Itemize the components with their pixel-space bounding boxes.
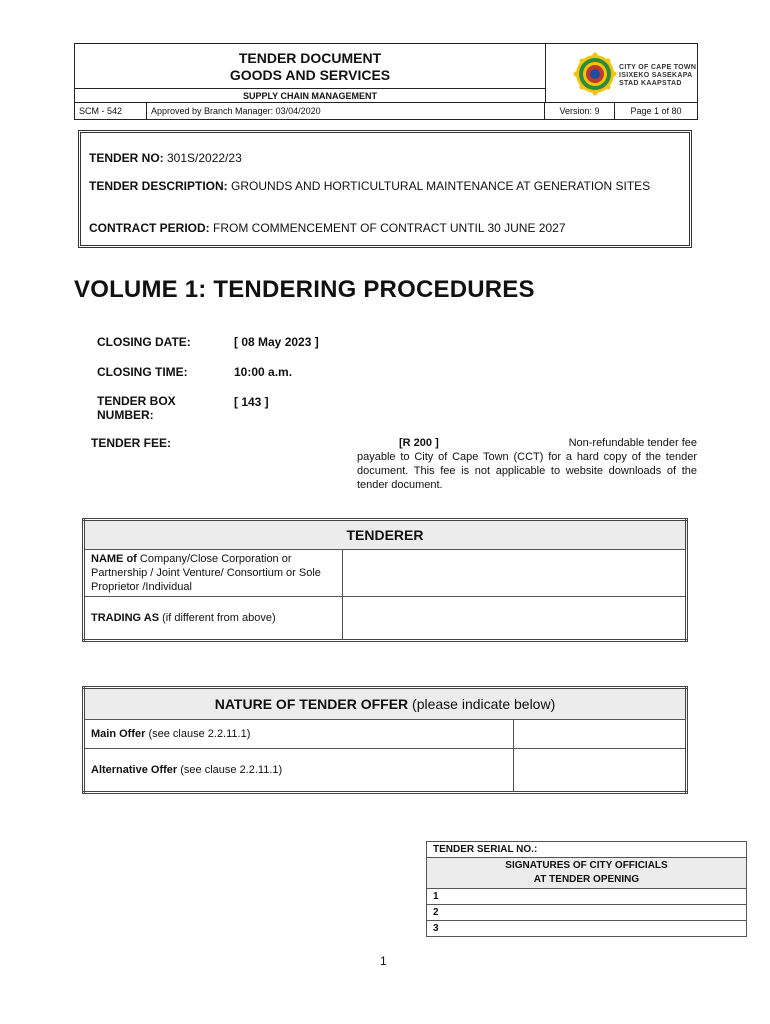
contract-period-value: FROM COMMENCEMENT OF CONTRACT UNTIL 30 JUNE 2027 xyxy=(209,221,566,235)
contract-period-label: CONTRACT PERIOD: xyxy=(89,221,210,235)
logo-text-line: ISIXEKO SASEKAPA xyxy=(619,72,693,79)
tender-description-value: GROUNDS AND HORTICULTURAL MAINTENANCE AT GENERATION SITES xyxy=(227,179,651,193)
city-logo xyxy=(545,44,697,102)
alternative-offer-label xyxy=(84,749,514,793)
tender-offer-table xyxy=(82,686,688,794)
company-name-label-rest: Company/Close Corporation or Partnership / Joint Venture/ Consortium or Sole Proprietor /Individual xyxy=(91,553,321,593)
tender-fee-note-rest: payable to City of Cape Town (CCT) for a hard copy of the tender document. This fee is not applicable to website downloads of the tender document. xyxy=(357,451,697,491)
closing-time-value: 10:00 a.m. xyxy=(234,365,293,379)
trading-as-label-rest: (if different from above) xyxy=(159,612,276,624)
header-title-line1: TENDER DOCUMENT xyxy=(238,50,382,66)
tender-description xyxy=(89,179,659,193)
header-meta-row xyxy=(75,102,697,120)
tender-fee-value: [R 200 ] xyxy=(399,437,439,449)
tender-offer-heading-rest: (please indicate below) xyxy=(408,696,556,712)
header-title-line2: GOODS AND SERVICES xyxy=(229,67,391,83)
main-offer-label xyxy=(84,720,514,749)
version: Version: 9 xyxy=(545,103,615,120)
signatures-heading-line: SIGNATURES OF CITY OFFICIALS xyxy=(505,860,668,871)
tender-box-value: [ 143 ] xyxy=(234,395,269,409)
tender-box-label xyxy=(97,394,176,422)
tender-no xyxy=(89,151,659,165)
company-name-field[interactable] xyxy=(343,550,687,597)
page-number: 1 xyxy=(380,954,387,968)
tenderer-heading: TENDERER xyxy=(84,520,687,550)
tender-description-label: TENDER DESCRIPTION: xyxy=(89,179,228,193)
logo-text-line: STAD KAAPSTAD xyxy=(619,80,682,87)
page-count: Page 1 of 80 xyxy=(630,106,682,116)
tender-no-value: 301S/2022/23 xyxy=(163,151,242,165)
city-seal-icon xyxy=(567,50,627,100)
trading-as-label-bold: TRADING AS xyxy=(91,612,160,624)
alternative-offer-label-rest: (see clause 2.2.11.1) xyxy=(177,764,283,776)
company-name-label xyxy=(84,550,343,597)
tender-fee-note xyxy=(357,436,697,492)
signature-row[interactable]: 1 xyxy=(427,889,747,905)
tender-fee-note-head: Non-refundable tender fee xyxy=(568,437,697,449)
serial-signatures-table xyxy=(426,841,747,937)
document-header xyxy=(74,43,698,120)
alternative-offer-field[interactable] xyxy=(514,749,687,793)
signature-row[interactable]: 2 xyxy=(427,905,747,921)
contract-period xyxy=(89,221,659,235)
tender-info-box xyxy=(78,130,692,248)
tender-fee-label: TENDER FEE: xyxy=(91,436,172,450)
serial-no-label: TENDER SERIAL NO.: xyxy=(427,842,747,858)
header-title-box xyxy=(75,44,546,88)
logo-text xyxy=(619,64,696,88)
tender-box-label-line: NUMBER: xyxy=(97,408,154,422)
doc-code: SCM - 542 xyxy=(75,103,147,120)
company-name-label-bold: NAME of xyxy=(91,553,137,565)
alternative-offer-label-bold: Alternative Offer xyxy=(91,764,178,776)
header-subtitle: SUPPLY CHAIN MANAGEMENT xyxy=(75,88,546,103)
signatures-heading-line: AT TENDER OPENING xyxy=(533,874,640,885)
trading-as-field[interactable] xyxy=(343,597,687,641)
signatures-heading xyxy=(427,858,747,889)
signature-row[interactable]: 3 xyxy=(427,921,747,937)
volume-title: VOLUME 1: TENDERING PROCEDURES xyxy=(74,276,535,303)
tender-offer-heading xyxy=(84,688,687,720)
logo-text-line: CITY OF CAPE TOWN xyxy=(619,64,697,71)
main-offer-label-bold: Main Offer xyxy=(91,728,146,740)
closing-time-label: CLOSING TIME: xyxy=(97,365,188,379)
main-offer-label-rest: (see clause 2.2.11.1) xyxy=(145,728,251,740)
tender-no-label: TENDER NO: xyxy=(89,151,164,165)
approval-note: Approved by Branch Manager: 03/04/2020 xyxy=(147,103,545,120)
tender-box-label-line: TENDER BOX xyxy=(97,394,176,408)
tenderer-table xyxy=(82,518,688,642)
tender-offer-heading-bold: NATURE OF TENDER OFFER xyxy=(214,696,409,712)
closing-date-label: CLOSING DATE: xyxy=(97,335,191,349)
closing-date-value: [ 08 May 2023 ] xyxy=(234,335,319,349)
trading-as-label xyxy=(84,597,343,641)
main-offer-field[interactable] xyxy=(514,720,687,749)
